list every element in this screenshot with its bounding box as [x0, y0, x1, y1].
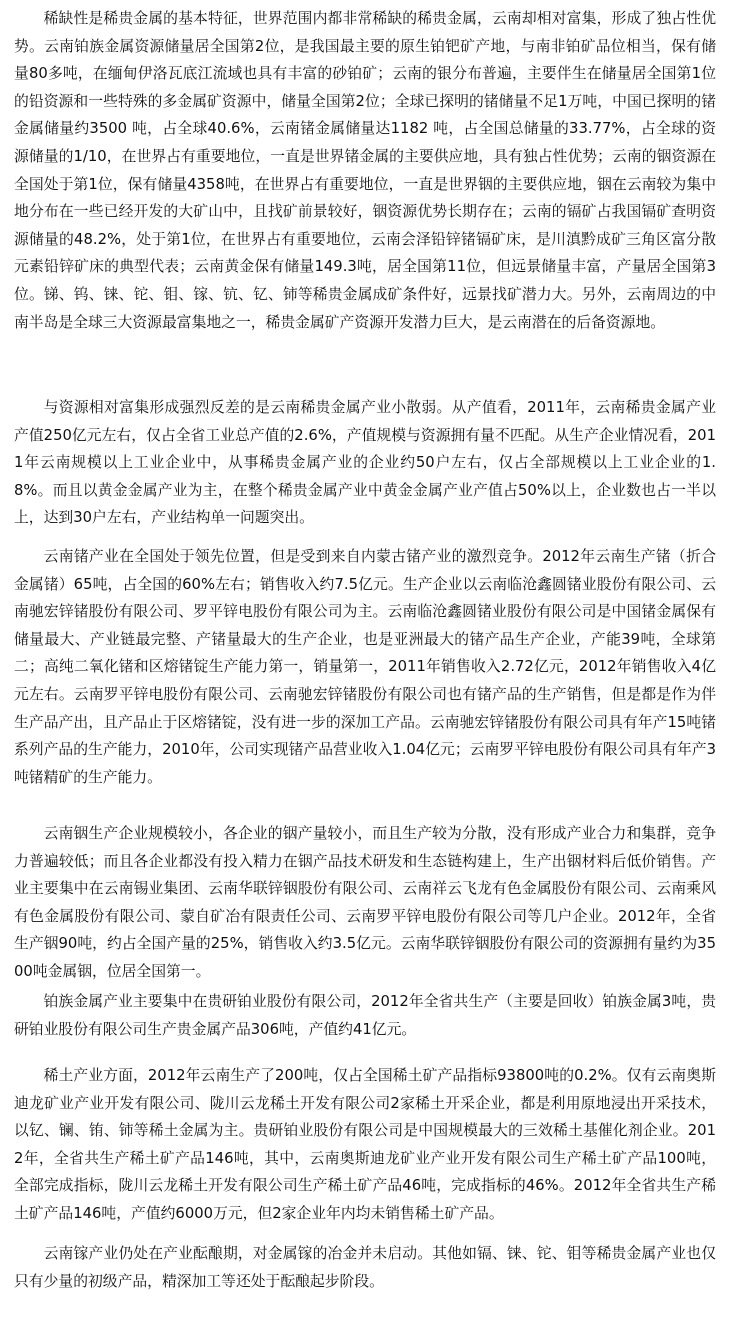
paragraph-gallium-and-others: 云南镓产业仍处在产业酝酿期，对金属镓的冶金并未启动。其他如镉、铼、铊、钼等稀贵金属产业也仅只有少量的初级产品，精深加工等还处于酝酿起步阶段。 [14, 1245, 716, 1290]
paragraph-rare-earth-industry: 稀土产业方面，2012年云南生产了200吨，仅占全国稀土矿产品指标93800吨的0.2%。仅有云南奥斯迪龙矿业产业开发有限公司、陇川云龙稀土开发有限公司2家稀土开采企业，都是利用原地浸出开采技术，以钇、镧、铕、铈等稀土金属为主。贵研铂业股份有限公司是中国规模最大的三效稀土基催化剂企业。2012年，全省共生产稀土矿产品146吨，其中，云南奥斯迪龙矿业产业开发有限公司生产稀土矿产品100吨，全部完成指标，陇川云龙稀土开发有限公司生产稀土矿产品46吨，完成指标的46%。2012年全省共生产稀土矿产品146吨，产值约6000万元，但2家企业年内均未销售稀土矿产品。 [14, 1067, 716, 1222]
paragraph-industry-weakness: 与资源相对富集形成强烈反差的是云南稀贵金属产业小散弱。从产值看，2011年，云南稀贵金属产业产值250亿元左右，仅占全省工业总产值的2.6%，产值规模与资源拥有量不匹配。从生产企业情况看，2011年云南规模以上工业企业中，从事稀贵金属产业的企业约50户左右，仅占全部规模以上工业企业的1.8%。而且以黄金金属产业为主，在整个稀贵金属产业中黄金金属产业产值占50%以上，企业数也占一半以上，达到30户左右，产业结构单一问题突出。 [14, 399, 716, 527]
paragraph-platinum-group-industry: 铂族金属产业主要集中在贵研铂业股份有限公司，2012年全省共生产（主要是回收）铂族金属3吨，贵研铂业股份有限公司生产贵金属产品306吨，产值约41亿元。 [14, 993, 716, 1038]
paragraph-germanium-industry: 云南锗产业在全国处于领先位置，但是受到来自内蒙古锗产业的激烈竞争。2012年云南生产锗（折合金属锗）65吨，占全国的60%左右；销售收入约7.5亿元。生产企业以云南临沧鑫圆锗业股份有限公司、云南驰宏锌锗股份有限公司、罗平锌电股份有限公司为主。云南临沧鑫圆锗业股份有限公司是中国锗金属保有储量最大、产业链最完整、产锗量最大的生产企业，也是亚洲最大的锗产品生产企业，产能39吨，全球第二；高纯二氧化锗和区熔锗锭生产能力第一，销量第一，2011年销售收入2.72亿元，2012年销售收入4亿元左右。云南罗平锌电股份有限公司、云南驰宏锌锗股份有限公司也有锗产品的生产销售，但是都是作为伴生产品产出，且产品止于区熔锗锭，没有进一步的深加工产品。云南驰宏锌锗股份有限公司具有年产15吨锗系列产品的生产能力，2010年，公司实现锗产品营业收入1.04亿元；云南罗平锌电股份有限公司具有年产3吨锗精矿的生产能力。 [14, 548, 716, 786]
paragraph-resource-advantage: 稀缺性是稀贵金属的基本特征，世界范围内都非常稀缺的稀贵金属，云南却相对富集，形成了独占性优势。云南铂族金属资源储量居全国第2位，是我国最主要的原生铂钯矿产地，与南非铂矿品位相当，保有储量80多吨，在缅甸伊洛瓦底江流域也具有丰富的砂铂矿；云南的银分布普遍，主要伴生在储量居全国第1位的铅资源和一些特殊的多金属矿资源中，储量全国第2位；全球已探明的锗储量不足1万吨，中国已探明的锗金属储量约3500 吨，占全球40.6%，云南锗金属储量达1182 吨，占全国总储量的33.77%，占全球的资源储量的1/10，在世界占有重要地位，一直是世界锗金属的主要供应地，具有独占性优势；云南的铟资源在全国处于第1位，保有储量4358吨，在世界占有重要地位，一直是世界铟的主要供应地，铟在云南较为集中地分布在一些已经开发的大矿山中，且找矿前景较好，铟资源优势长期存在；云南的镉矿占我国镉矿查明资源储量的48.2%，处于第1位，在世界占有重要地位，云南会泽铅锌锗镉矿床，是川滇黔成矿三角区富分散元素铅锌矿床的典型代表；云南黄金保有储量149.3吨，居全国第11位，但远景储量丰富，产量居全国第3位。锑、钨、铼、铊、钼、镓、钪、钇、铈等稀贵金属成矿条件好，远景找矿潜力大。另外，云南周边的中南半岛是全球三大资源最富集地之一，稀贵金属矿产资源开发潜力巨大，是云南潜在的后备资源地。 [14, 10, 716, 331]
paragraph-indium-industry: 云南铟生产企业规模较小，各企业的铟产量较小，而且生产较为分散，没有形成产业合力和集群，竞争力普遍较低；而且各企业都没有投入精力在铟产品技术研发和生态链构建上，生产出铟材料后低价销售。产业主要集中在云南锡业集团、云南华联锌铟股份有限公司、云南祥云飞龙有色金属股份有限公司、云南乘风有色金属股份有限公司、蒙自矿冶有限责任公司、云南罗平锌电股份有限公司等几户企业。2012年，全省生产铟90吨，约占全国产量的25%，销售收入约3.5亿元。云南华联锌铟股份有限公司的资源拥有量约为3500吨金属铟，位居全国第一。 [14, 825, 716, 980]
